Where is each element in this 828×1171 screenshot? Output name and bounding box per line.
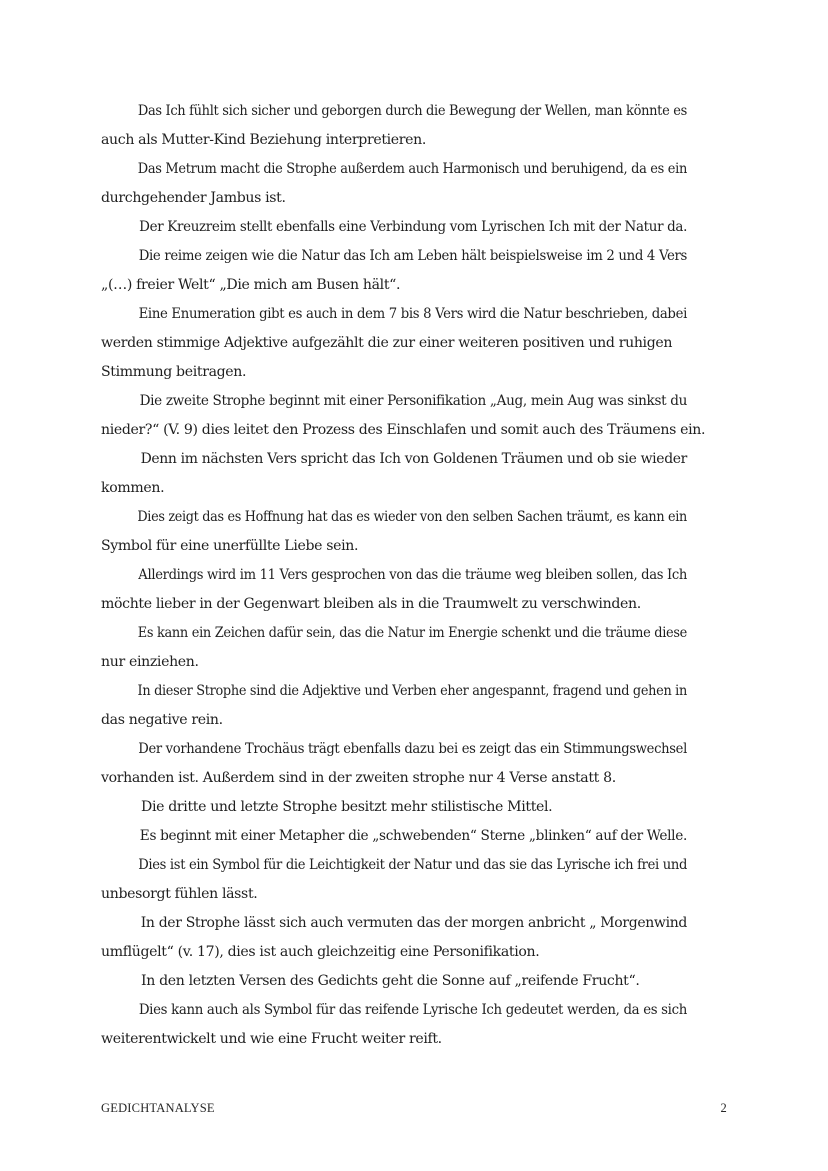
text-line: unbesorgt fühlen lässt. [101, 886, 258, 902]
paragraph [101, 387, 727, 445]
page-number: 2 [720, 1101, 727, 1115]
footer-title: GEDICHTANALYSE [101, 1101, 215, 1115]
paragraph [101, 735, 727, 793]
text-line: nur einziehen. [101, 654, 199, 670]
text-line: das negative rein. [101, 712, 223, 728]
paragraph [101, 97, 727, 155]
text-line: möchte lieber in der Gegenwart bleiben als in die Traumwelt zu verschwinden. [101, 596, 641, 612]
text-line: Allerdings wird im 11 Vers gesprochen von das die träume weg bleiben sollen, das Ich [138, 567, 688, 583]
text-line: Denn im nächsten Vers spricht das Ich von Goldenen Träumen und ob sie wieder [140, 451, 688, 467]
text-line: In der Strophe lässt sich auch vermuten das der morgen anbricht „ Morgenwind [140, 915, 687, 931]
text-line: Es beginnt mit einer Metapher die „schwebenden“ Sterne „blinken“ auf der Welle. [139, 828, 687, 844]
paragraph [101, 242, 727, 300]
text-line: In den letzten Versen des Gedichts geht die Sonne auf „reifende Frucht“. [141, 973, 640, 989]
text-line: auch als Mutter-Kind Beziehung interpretieren. [101, 132, 427, 148]
text-line: vorhanden ist. Außerdem sind in der zweiten strophe nur 4 Verse anstatt 8. [101, 770, 616, 786]
text-line: „(…) freier Welt“ „Die mich am Busen hält“. [101, 277, 401, 293]
paragraph [101, 996, 727, 1054]
text-line: Die reime zeigen wie die Natur das Ich am Leben hält beispielsweise im 2 und 4 Vers [138, 248, 688, 264]
text-line: Dies kann auch als Symbol für das reifende Lyrische Ich gedeutet werden, da es sich [138, 1002, 688, 1018]
text-line: Der Kreuzreim stellt ebenfalls eine Verbindung vom Lyrischen Ich mit der Natur da. [139, 219, 688, 235]
paragraph [101, 967, 727, 996]
text-line: Die dritte und letzte Strophe besitzt mehr stilistische Mittel. [141, 799, 553, 815]
text-line: durchgehender Jambus ist. [101, 190, 286, 206]
text-line: Stimmung beitragen. [101, 364, 247, 380]
text-line: Das Metrum macht die Strophe außerdem auch Harmonisch und beruhigend, da es ein [137, 161, 687, 177]
paragraph [101, 851, 727, 909]
text-line: Dies zeigt das es Hoffnung hat das es wieder von den selben Sachen träumt, es kann ein [137, 509, 687, 525]
text-line: Dies ist ein Symbol für die Leichtigkeit der Natur und das sie das Lyrische ich frei und [138, 857, 688, 873]
paragraph [101, 213, 727, 242]
paragraph [101, 445, 727, 503]
text-line: Symbol für eine unerfüllte Liebe sein. [101, 538, 359, 554]
text-line: Eine Enumeration gibt es auch in dem 7 bis 8 Vers wird die Natur beschrieben, dabei [138, 306, 688, 322]
text-line: umflügelt“ (v. 17), dies ist auch gleichzeitig eine Personifikation. [101, 944, 540, 960]
text-line: Der vorhandene Trochäus trägt ebenfalls dazu bei es zeigt das ein Stimmungswechsel [138, 741, 687, 757]
text-line: werden stimmige Adjektive aufgezählt die zur einer weiteren positiven und ruhigen [101, 335, 673, 351]
document-body [101, 97, 727, 1054]
paragraph [101, 300, 727, 387]
paragraph [101, 155, 727, 213]
text-line: weiterentwickelt und wie eine Frucht weiter reift. [101, 1031, 442, 1047]
text-line: nieder?“ (V. 9) dies leitet den Prozess des Einschlafen und somit auch des Träumens ein. [101, 422, 706, 438]
text-line: Die zweite Strophe beginnt mit einer Personifikation „Aug, mein Aug was sinkst du [139, 393, 687, 409]
paragraph [101, 561, 727, 619]
text-line: Das Ich fühlt sich sicher und geborgen durch die Bewegung der Wellen, man könnte es [137, 103, 687, 119]
text-line: Es kann ein Zeichen dafür sein, das die Natur im Energie schenkt und die träume diese [137, 625, 688, 641]
paragraph [101, 822, 727, 851]
paragraph [101, 677, 727, 735]
paragraph [101, 503, 727, 561]
paragraph [101, 619, 727, 677]
paragraph [101, 909, 727, 967]
paragraph [101, 793, 727, 822]
text-line: kommen. [101, 480, 165, 496]
text-line: In dieser Strophe sind die Adjektive und Verben eher angespannt, fragend und gehen in [137, 683, 687, 699]
